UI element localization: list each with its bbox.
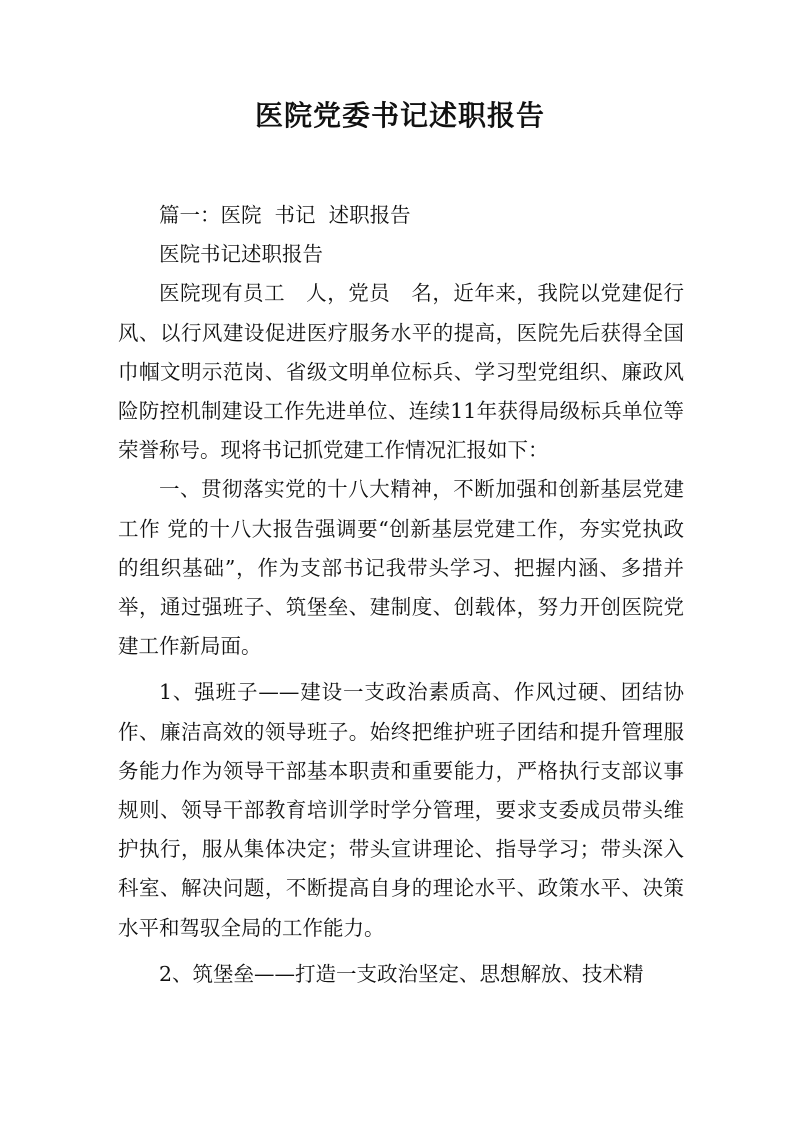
item-two-paragraph: 2、筑堡垒——打造一支政治坚定、思想解放、技术精 [159,961,644,986]
document-title: 医院党委书记述职报告 [254,99,545,132]
report-subtitle: 医院书记述职报告 [159,242,323,267]
item-one-paragraph: 1、强班子——建设一支政治素质高、作风过硬、团结协作、廉洁高效的领导班子。始终把维护班子团结和提升管理服务能力作为领导干部基本职责和重要能力，严格执行支部议事规则、领导干部教育培训学时学分管理，要求支委成员带头维护执行，服从集体决定；带头宣讲理论、指导学习；带头深入科室、解决问题，不断提高自身的理论水平、政策水平、决策水平和驾驭全局的工作能力。 [118,680,684,940]
part-one-paragraph: 一、贯彻落实党的十八大精神，不断加强和创新基层党建工作 党的十八大报告强调要“创新基层党建工作，夯实党执政的组织基础”，作为支部书记我带头学习、把握内涵、多措并举，通过强班子、筑堡垒、建制度、创载体，努力开创医院党建工作新局面。 [118,477,684,659]
section-heading: 篇一：医院 书记 述职报告 [159,203,411,227]
document-body [118,196,684,994]
intro-paragraph: 医院现有员工 人，党员 名，近年来，我院以党建促行风、以行风建设促进医疗服务水平的提高，医院先后获得全国巾帼文明示范岗、省级文明单位标兵、学习型党组织、廉政风险防控机制建设工作先进单位、连续11年获得局级标兵单位等荣誉称号。现将书记抓党建工作情况汇报如下： [118,281,684,463]
